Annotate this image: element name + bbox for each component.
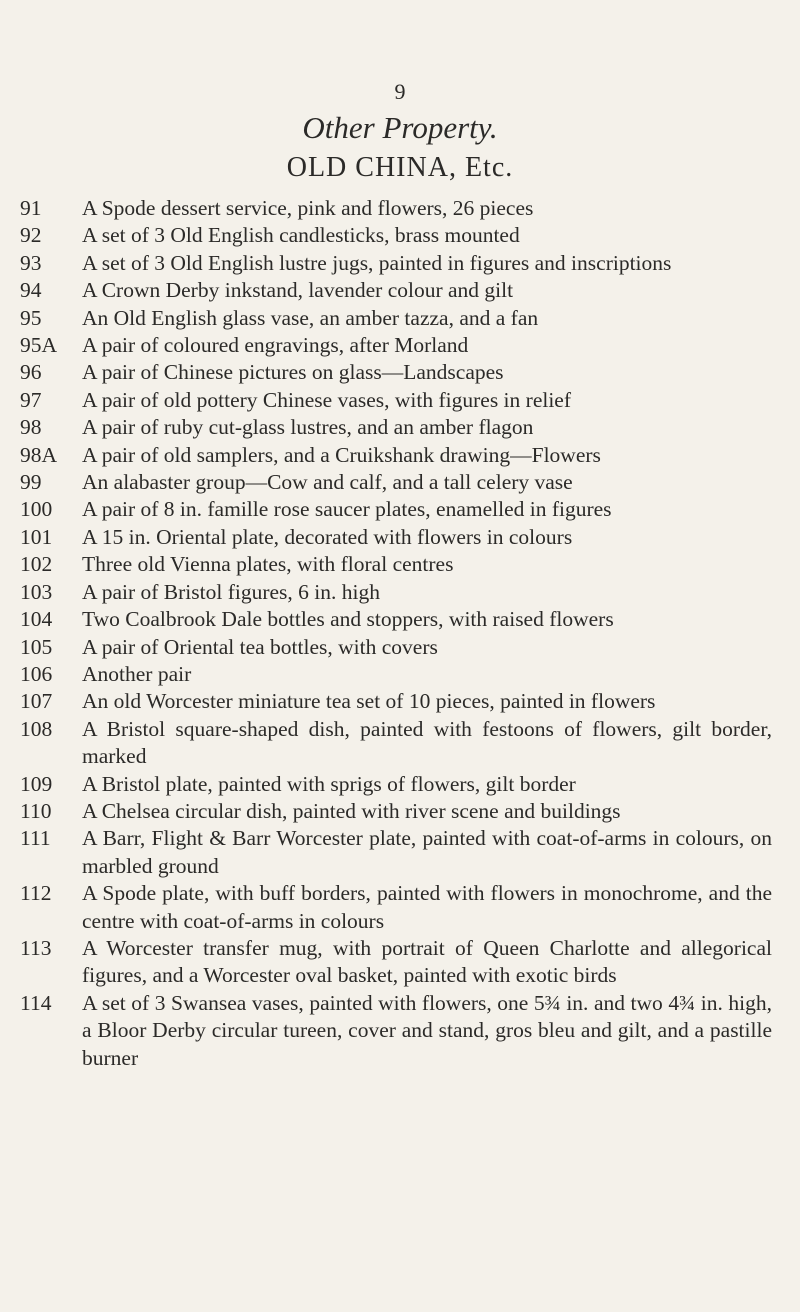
lot-description: A pair of ruby cut-glass lustres, and an amber flagon xyxy=(82,415,534,440)
lot-number: 99 xyxy=(20,470,42,495)
lot-list xyxy=(0,195,800,1072)
lot-item xyxy=(0,935,800,990)
lot-number: 102 xyxy=(20,552,53,577)
lot-description: An Old English glass vase, an amber tazza, and a fan xyxy=(82,305,539,330)
lot-number: 101 xyxy=(20,524,53,549)
lot-number: 106 xyxy=(20,661,53,686)
lot-item xyxy=(0,305,800,332)
lot-description: A pair of Oriental tea bottles, with covers xyxy=(82,634,438,659)
lot-number: 95A xyxy=(20,333,58,358)
lot-number: 95 xyxy=(20,305,42,330)
lot-number: 104 xyxy=(20,607,53,632)
section-subheading: OLD CHINA, Etc. xyxy=(286,152,514,183)
lot-number: 109 xyxy=(20,771,53,796)
lot-description: Another pair xyxy=(82,661,192,686)
page-number: 9 xyxy=(394,79,406,104)
lot-number: 97 xyxy=(20,387,42,412)
lot-description: A pair of Chinese pictures on glass—Landscapes xyxy=(82,360,504,385)
page-heading: Other Property. xyxy=(302,110,498,145)
lot-number: 98 xyxy=(20,415,42,440)
lot-item xyxy=(0,277,800,304)
lot-item xyxy=(0,880,800,935)
lot-item xyxy=(0,414,800,441)
lot-number: 113 xyxy=(20,935,52,960)
lot-item xyxy=(0,222,800,249)
lot-item xyxy=(0,661,800,688)
lot-description: A pair of coloured engravings, after Morland xyxy=(82,333,469,358)
lot-description: Two Coalbrook Dale bottles and stoppers, with raised flowers xyxy=(82,607,614,632)
lot-description: A pair of Bristol figures, 6 in. high xyxy=(82,579,380,604)
lot-number: 103 xyxy=(20,579,53,604)
lot-number: 112 xyxy=(20,881,52,906)
lot-description: A set of 3 Old English lustre jugs, painted in figures and inscriptions xyxy=(82,250,672,275)
lot-description: A Bristol plate, painted with sprigs of flowers, gilt border xyxy=(82,771,576,796)
lot-item xyxy=(0,798,800,825)
lot-description: A set of 3 Swansea vases, painted with flowers, one 5¾ in. and two 4¾ in. high, a Bloor Derby circular tureen, cover and stand, gros bleu and gilt, and a pastille burner xyxy=(82,990,772,1070)
lot-number: 93 xyxy=(20,250,42,275)
lot-item xyxy=(0,524,800,551)
lot-description: A Spode dessert service, pink and flowers, 26 pieces xyxy=(82,196,534,220)
lot-item xyxy=(0,990,800,1072)
lot-description: An old Worcester miniature tea set of 10 pieces, painted in flowers xyxy=(82,689,656,714)
lot-number: 107 xyxy=(20,689,53,714)
lot-number: 98A xyxy=(20,442,58,467)
lot-item xyxy=(0,634,800,661)
lot-item xyxy=(0,496,800,523)
lot-description: A Bristol square-shaped dish, painted with festoons of flowers, gilt border, marked xyxy=(82,716,772,769)
lot-description: A pair of old pottery Chinese vases, with figures in relief xyxy=(82,387,572,412)
lot-item xyxy=(0,579,800,606)
lot-item xyxy=(0,442,800,469)
lot-description: A Barr, Flight & Barr Worcester plate, painted with coat-of-arms in colours, on marbled ground xyxy=(82,826,772,878)
lot-item xyxy=(0,606,800,633)
lot-number: 100 xyxy=(20,497,53,522)
lot-number: 110 xyxy=(20,798,52,823)
lot-number: 96 xyxy=(20,360,42,385)
lot-item xyxy=(0,716,800,771)
lot-item xyxy=(0,359,800,386)
lot-description: A Chelsea circular dish, painted with river scene and buildings xyxy=(82,798,621,823)
lot-number: 91 xyxy=(20,196,42,220)
lot-item xyxy=(0,551,800,578)
lot-description: A 15 in. Oriental plate, decorated with flowers in colours xyxy=(82,524,573,549)
lot-item xyxy=(0,332,800,359)
lot-item xyxy=(0,387,800,414)
lot-item xyxy=(0,771,800,798)
lot-number: 105 xyxy=(20,634,53,659)
lot-item xyxy=(0,250,800,277)
lot-number: 108 xyxy=(20,716,53,741)
lot-description: A set of 3 Old English candlesticks, brass mounted xyxy=(82,223,520,248)
lot-description: An alabaster group—Cow and calf, and a tall celery vase xyxy=(82,470,573,495)
lot-number: 94 xyxy=(20,278,42,303)
lot-description: A Worcester transfer mug, with portrait of Queen Charlotte and allegorical figures, and a Worcester oval basket, painted with exotic birds xyxy=(82,935,772,988)
lot-description: Three old Vienna plates, with floral centres xyxy=(82,552,454,577)
lot-item xyxy=(0,469,800,496)
lot-description: A Spode plate, with buff borders, painted with flowers in monochrome, and the centre with coat-of-arms in colours xyxy=(82,881,772,933)
lot-description: A pair of old samplers, and a Cruikshank drawing—Flowers xyxy=(82,442,601,467)
lot-item xyxy=(0,688,800,715)
lot-number: 92 xyxy=(20,223,42,248)
lot-description: A Crown Derby inkstand, lavender colour and gilt xyxy=(82,278,514,303)
lot-description: A pair of 8 in. famille rose saucer plates, enamelled in figures xyxy=(82,497,612,522)
lot-number: 114 xyxy=(20,990,52,1015)
lot-number: 111 xyxy=(20,826,51,851)
lot-item xyxy=(0,195,800,222)
lot-item xyxy=(0,825,800,880)
